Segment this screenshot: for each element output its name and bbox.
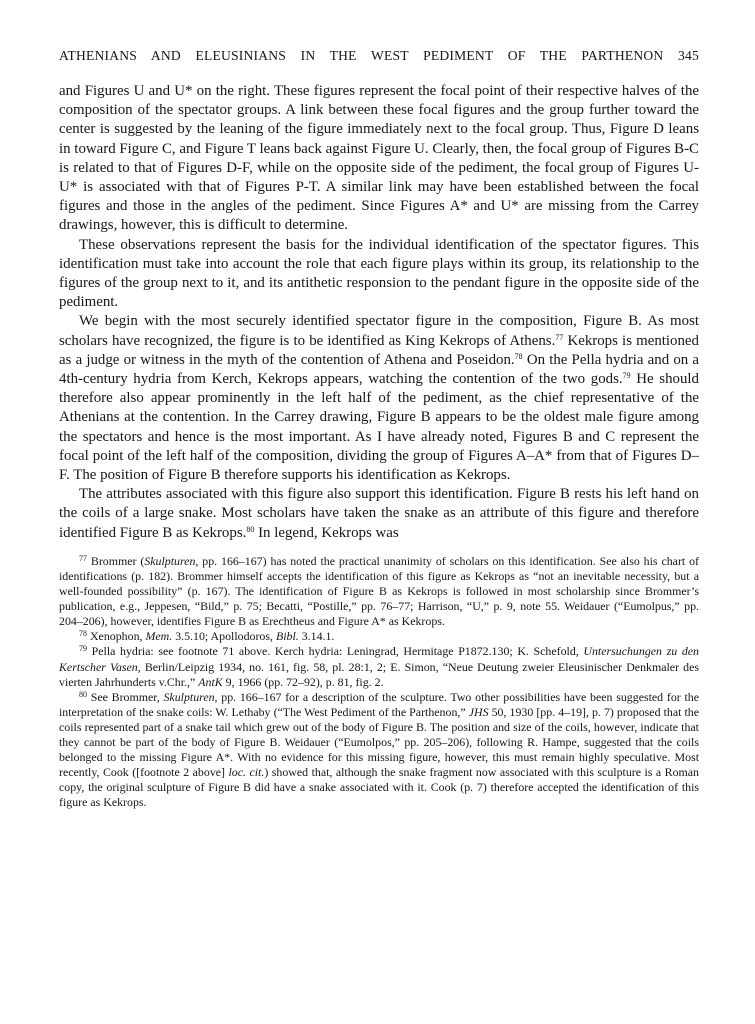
footnote-80-number: 80 <box>79 689 87 699</box>
footnote-77-text-a: Brommer ( <box>87 553 145 568</box>
footnote-78-text-a: Xenophon, <box>87 629 146 644</box>
paragraph-2: These observations represent the basis for the individual identification of the spectator figures. This identification must take into account the role that each figure plays within its group, its relationship to the figures of the group next to it, and its antithetic responsion to the pendant figure in the opposite side of the pediment. <box>59 236 699 311</box>
paragraph-3-text-d: He should therefore also appear prominently in the left half of the pediment, as the chief representative of the Athenians at the contention. In the Carrey drawing, Figure B appears to be the oldest male figure among the spectators and hence is the most important. As I have already noted, Figures B and C represent the focal point of the left half of the composition, dividing the group of Figures A–A* from that of Figures D–F. The position of Figure B therefore supports his identification as Kekrops. <box>59 371 699 484</box>
footnote-78-text-e: 3.14.1. <box>298 629 335 644</box>
paragraph-4 <box>59 485 699 543</box>
footnote-79-journal: AntK <box>198 674 223 689</box>
footnote-80-journal: JHS <box>468 704 489 719</box>
body-text <box>59 82 699 543</box>
paragraph-3 <box>59 312 699 485</box>
footnote-78-title-bibl: Bibl. <box>275 629 299 644</box>
footnote-77-title: Skulpturen <box>144 553 196 568</box>
footnote-80-text-g: ) showed that, although the snake fragment now associated with this sculpture is a Roman copy, the original sculpture of Figure B did have a snake associated with it. Cook (p. 7) therefore accepted the identification of this figure as Kekrops. <box>59 765 699 810</box>
running-header: ATHENIANS AND ELEUSINIANS IN THE WEST PEDIMENT OF THE PARTHENON 345 <box>59 48 699 63</box>
footnote-80-title: Skulpturen <box>163 689 215 704</box>
paragraph-1: and Figures U and U* on the right. These figures represent the focal point of their respective halves of the composition of the spectator groups. A link between these focal figures and the group further toward the center is suggested by the leaning of the figure immediately next to the focal group. Thus, Figure D leans in toward Figure C, and Figure T leans back against Figure U. Clearly, then, the focal group of Figures B-C is related to that of Figures D-F, while on the opposite side of the pediment, the focal group of Figures U-U* is associated with that of Figures P-T. A similar link may have been established between the focal figures and those in the angles of the pediment. Since Figures A* and U* are missing from the Carrey drawings, however, this is difficult to determine. <box>59 83 699 234</box>
footnote-78-number: 78 <box>79 629 87 639</box>
paragraph-3-text-b: Kekrops is mentioned as a judge or witness in the myth of the contention of Athena and Poseidon. <box>59 332 699 368</box>
footnote-79-text-e: 9, 1966 (pp. 72–92), p. 81, fig. 2. <box>222 674 384 689</box>
paragraph-4-text-a: The attributes associated with this figure also support this identification. Figure B rests his left hand on the coils of a large snake. Most scholars have taken the snake as an attribute of this figure and therefore identified Figure B as Kekrops. <box>59 486 699 541</box>
footnote-ref-77[interactable]: 77 <box>555 332 564 342</box>
footnote-77-text-c: , pp. 166–167) has noted the practical unanimity of scholars on this identification. See also his chart of identifications (p. 182). Brommer himself accepts the identification of this figure as Kekrops as “not an inevitable necessity, but a well-founded possibility” (p. 167). The identification of Figure B as Kekrops is followed in most scholarship since Brommer’s publication, e.g., Jeppesen, “Bild,” p. 75; Becatti, “Postille,” pp. 76–77; Harrison, “U,” p. 9, note 55. Weidauer (“Eumolpus,” pp. 204–206), however, identifies Figure B as Erechtheus and Figure A* as Kekrops. <box>59 553 699 629</box>
footnote-78-text-c: 3.5.10; Apollodoros, <box>172 629 276 644</box>
footnote-80-loc-cit: loc. cit. <box>228 765 265 780</box>
paragraph-3-text-c: On the Pella hydria and on a 4th-century hydria from Kerch, Kekrops appears, watching the contention of the two gods. <box>59 351 699 388</box>
paragraph-3-text-a: We begin with the most securely identified spectator figure in the composition, Figure B. As most scholars have recognized, the figure is to be identified as King Kekrops of Athens. <box>59 313 699 349</box>
footnote-79-number: 79 <box>79 644 87 654</box>
footnote-80-text-a: See Brommer, <box>87 689 164 704</box>
footnote-79-title: Untersuchungen zu den Kertscher Vasen <box>59 644 699 674</box>
footnote-ref-79[interactable]: 79 <box>622 371 631 381</box>
footnote-77-number: 77 <box>79 553 87 563</box>
footnote-80-text-c: , pp. 166–167 for a description of the sculpture. Two other possibilities have been suggested for the interpretation of the snake coils: W. Lethaby (“The West Pediment of the Parthenon,” <box>59 689 699 719</box>
footnote-77 <box>59 554 699 629</box>
footnote-80 <box>59 690 699 811</box>
footnote-79-text-a: Pella hydria: see footnote 71 above. Kerch hydria: Leningrad, Hermitage P1872.130; K. Schefold, <box>87 644 584 659</box>
footnote-ref-80[interactable]: 80 <box>246 524 255 534</box>
footnote-78 <box>59 629 699 644</box>
footnote-78-title-mem: Mem. <box>145 629 173 644</box>
footnotes <box>59 554 699 811</box>
document-page <box>59 48 699 810</box>
footnote-80-text-e: 50, 1930 [pp. 4–19], p. 7) proposed that the coils represented part of a snake tail which grew out of the body of Figure B. The position and size of the coils, however, indicate that they cannot be part of the body of Figure B. Weidauer (“Eumolpos,” pp. 205–206), following R. Hampe, suggested that the coils belonged to the missing Figure A*. With no evidence for this missing figure, however, this must remain highly speculative. Most recently, Cook ([footnote 2 above] <box>59 704 699 780</box>
footnote-79-text-c: , Berlin/Leipzig 1934, no. 161, fig. 58, pl. 28:1, 2; E. Simon, “Neue Deutung zweier Eleusinischer Denkmaler des vierten Jahrhunderts v.Chr.,” <box>59 659 699 689</box>
paragraph-4-text-b: In legend, Kekrops was <box>254 524 399 541</box>
footnote-ref-78[interactable]: 78 <box>514 351 523 361</box>
footnote-79 <box>59 644 699 689</box>
